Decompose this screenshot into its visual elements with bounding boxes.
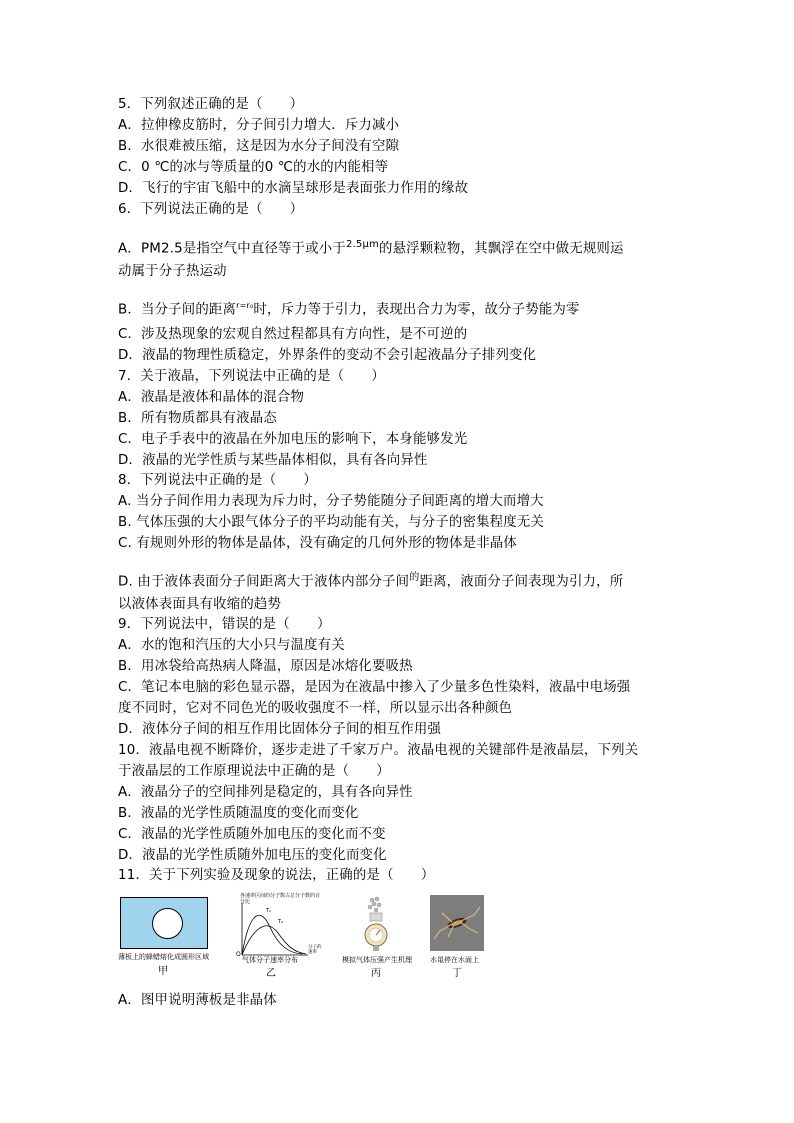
figure-yi-ylabel: 各速率区间的分子数占总分子数的百分比 xyxy=(240,893,321,905)
q6-symbol-2-5um: 2.5μm xyxy=(345,239,379,250)
q5-option-a: A．拉伸橡皮筋时，分子间引力增大．斥力减小 xyxy=(118,118,400,133)
q5-stem: 5．下列叙述正确的是（ ） xyxy=(118,97,304,112)
figure-ding-caption: 水黾停在水面上 xyxy=(430,956,479,964)
q11-figures xyxy=(118,893,498,979)
q8-symbol-de: 的 xyxy=(409,572,420,583)
q11-option-a: A．图甲说明薄板是非晶体 xyxy=(118,993,277,1008)
q10-stem-cont: 于液晶层的工作原理说法中正确的是（ ） xyxy=(118,764,390,779)
q6-symbol-r-r0: r=r₀ xyxy=(236,301,254,310)
q8-option-a: A. 当分子间作用力表现为斥力时，分子势能随分子间距离的增大而增大 xyxy=(118,494,544,509)
q8-option-c: C. 有规则外形的物体是晶体，没有确定的几何外形的物体是非晶体 xyxy=(118,536,517,551)
q6-option-a-text1: A．PM2.5是指空气中直径等于或小于 xyxy=(118,241,346,257)
q6-option-a-text2: 的悬浮颗粒物，其飘浮在空中做无规则运 xyxy=(378,241,624,257)
q6-option-c: C．涉及热现象的宏观自然过程都具有方向性，是不可逆的 xyxy=(118,327,468,342)
q9-option-c: C．笔记本电脑的彩色显示器，是因为在液晶中掺入了少量多色性染料，液晶中电场强 xyxy=(118,680,631,695)
q7-stem: 7．关于液晶，下列说法中正确的是（ ） xyxy=(118,369,385,384)
wax-melted-circle xyxy=(152,908,183,939)
figure-jia xyxy=(118,893,210,979)
figure-yi-caption: 气体分子速率分布 xyxy=(242,956,298,964)
q7-option-a: A．液晶是液体和晶体的混合物 xyxy=(118,390,305,405)
q7-option-c: C．电子手表中的液晶在外加电压的影响下，本身能够发光 xyxy=(118,432,468,447)
q8-option-d-cont: 以液体表面具有收缩的趋势 xyxy=(118,597,282,612)
q10-option-d: D．液晶的光学性质随外加电压的变化而变化 xyxy=(118,848,387,863)
figure-ding xyxy=(424,893,496,979)
q8-option-d-text1: D. 由于液体表面分子间距离大于液体内部分子间 xyxy=(118,574,410,590)
figure-jia-caption: 薄板上的蜂蜡熔化成圆形区域 xyxy=(118,953,209,961)
q9-stem: 9．下列说法中，错误的是（ ） xyxy=(118,617,331,632)
q10-option-b: B．液晶的光学性质随温度的变化而变化 xyxy=(118,806,359,821)
q10-option-c: C．液晶的光学性质随外加电压的变化而不变 xyxy=(118,827,386,842)
figure-ding-label: 丁 xyxy=(452,968,462,979)
q5-option-b: B．水很难被压缩，这是因为水分子间没有空隙 xyxy=(118,139,400,154)
q10-option-a: A．液晶分子的空间排列是稳定的，具有各向异性 xyxy=(118,785,413,800)
q6-option-b-text1: B．当分子间的距离 xyxy=(118,302,237,318)
q8-option-d-text2: 距离，液面分子间表现为引力，所 xyxy=(419,574,624,590)
q6-option-a-cont: 动属于分子热运动 xyxy=(118,264,227,279)
q9-option-d: D．液体分子间的相互作用比固体分子间的相互作用强 xyxy=(118,722,442,737)
water-strider-picture xyxy=(430,895,484,951)
q7-option-b: B．所有物质都具有液晶态 xyxy=(118,411,277,426)
q5-option-c: C．0 ℃的冰与等质量的0 ℃的水的内能相等 xyxy=(118,160,389,175)
q6-option-b xyxy=(118,296,580,320)
q8-option-b: B. 气体压强的大小跟气体分子的平均动能有关，与分子的密集程度无关 xyxy=(118,515,545,530)
q6-option-a xyxy=(118,235,624,259)
figure-bing-label: 丙 xyxy=(371,968,381,979)
figure-yi-label: 乙 xyxy=(266,968,276,979)
q9-option-c-cont: 度不同时，它对不同色光的吸收强度不一样，所以显示出各种颜色 xyxy=(118,701,513,716)
q6-option-d: D．液晶的物理性质稳定，外界条件的变动不会引起液晶分子排列变化 xyxy=(118,348,537,363)
figure-yi xyxy=(236,893,336,979)
figure-yi-xlabel: 分子的速率 xyxy=(308,945,322,955)
figure-yi-t2: T₂ xyxy=(278,919,284,925)
q5-option-d: D．飞行的宇宙飞船中的水滴呈球形是表面张力作用的缘故 xyxy=(118,181,469,196)
curve-t2 xyxy=(242,926,306,955)
figure-bing xyxy=(336,893,422,979)
q7-option-d: D．液晶的光学性质与某些晶体相似，具有各向异性 xyxy=(118,453,428,468)
q10-stem: 10．液晶电视不断降价，逐步走进了千家万户。液晶电视的关键部件是液晶层，下列关 xyxy=(118,743,639,758)
figure-yi-origin: O xyxy=(236,951,241,958)
q11-stem: 11．关于下列实验及现象的说法，正确的是（ ） xyxy=(118,868,435,883)
q8-stem: 8．下列说法中正确的是（ ） xyxy=(118,473,317,488)
q6-stem: 6．下列说法正确的是（ ） xyxy=(118,202,304,217)
q6-option-b-text2: 时，斥力等于引力，表现出合力为零，故分子势能为零 xyxy=(253,302,580,318)
figure-bing-caption: 模拟气体压强产生机理 xyxy=(342,956,412,964)
q9-option-b: B．用冰袋给高热病人降温，原因是冰熔化要吸热 xyxy=(118,659,413,674)
figure-jia-label: 甲 xyxy=(158,966,168,977)
pressure-model-picture xyxy=(356,895,396,953)
q9-option-a: A．水的饱和汽压的大小只与温度有关 xyxy=(118,638,345,653)
q8-option-d xyxy=(118,568,623,592)
figure-yi-t1: T₁ xyxy=(266,908,272,914)
